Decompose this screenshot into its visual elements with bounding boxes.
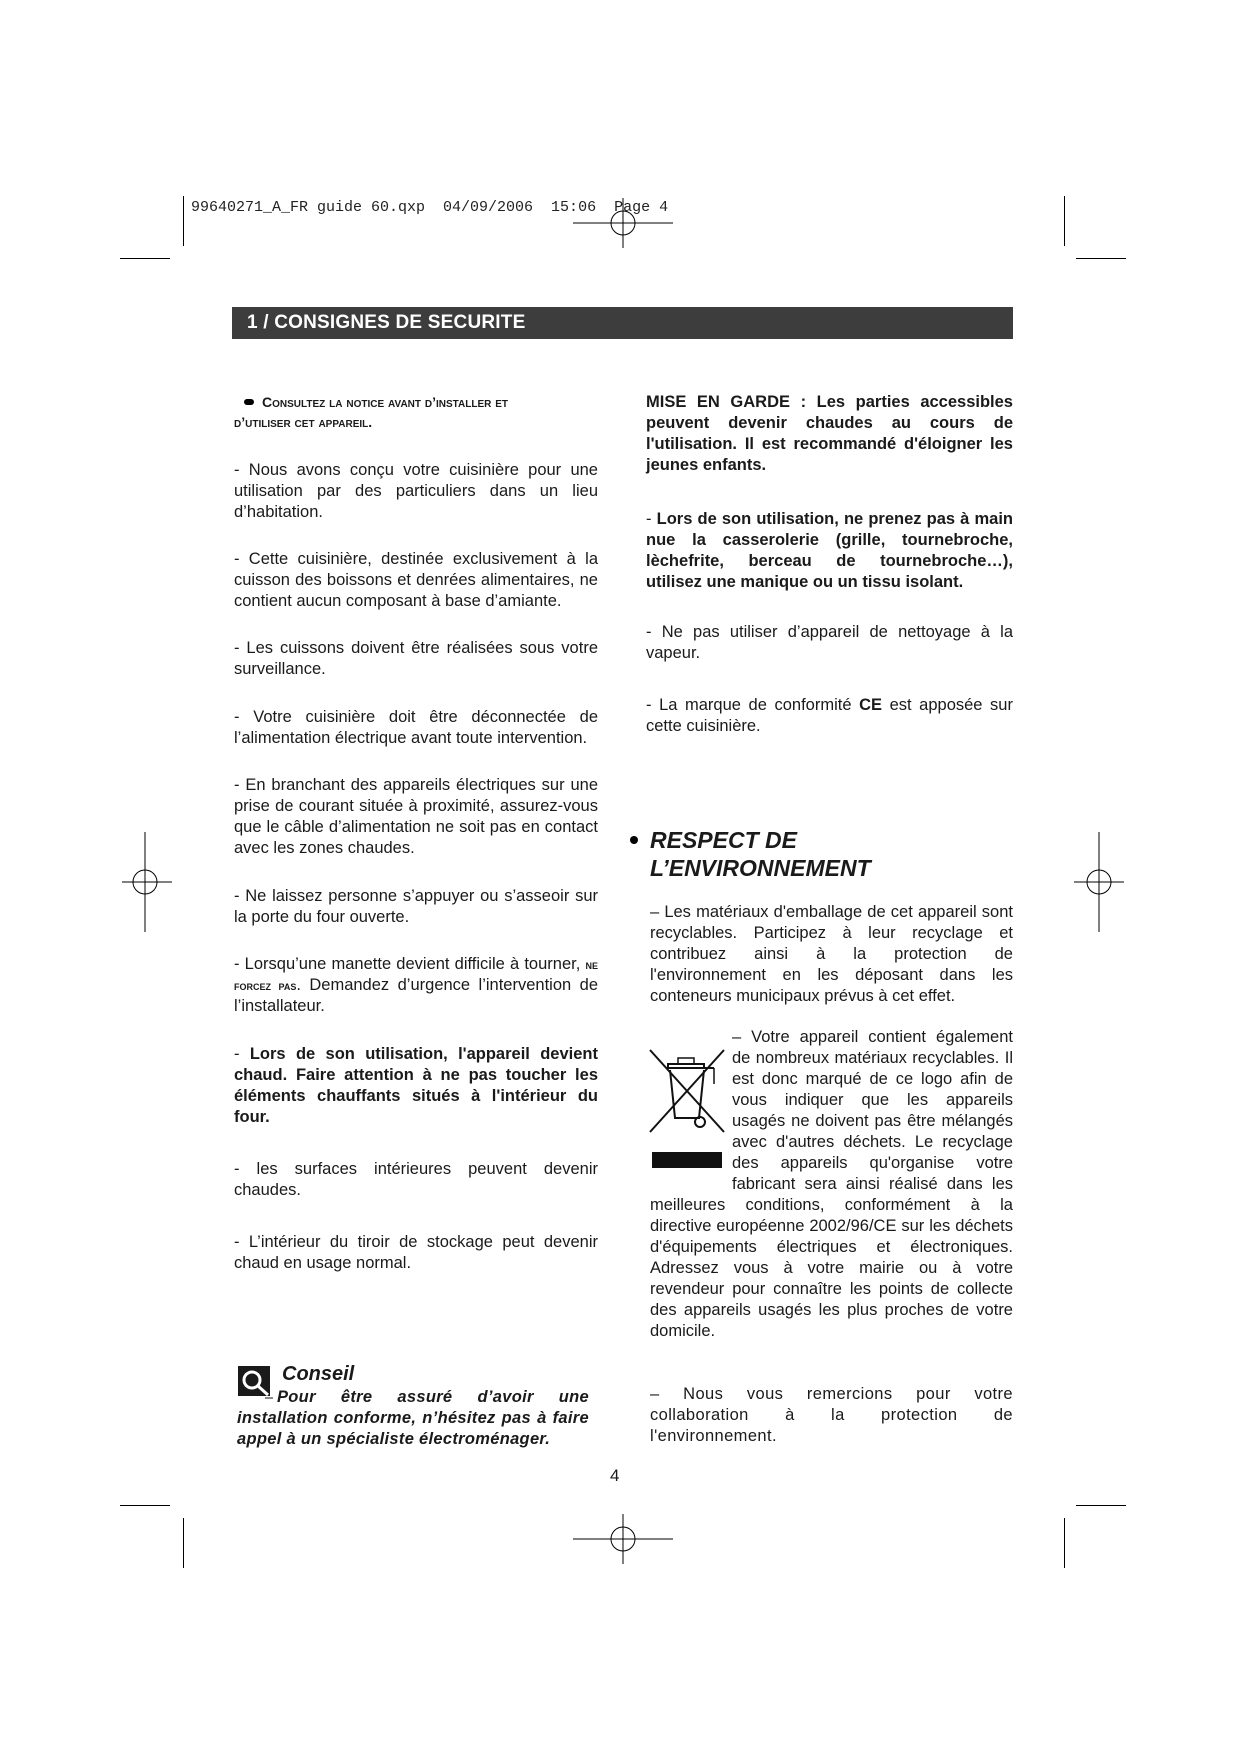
crop-mark <box>1076 1505 1126 1506</box>
registration-mark-bottom <box>570 1512 676 1568</box>
paragraph-door: - Ne laissez personne s’appuyer ou s’asseoir sur la porte du four ouverte. <box>234 887 598 926</box>
crop-mark <box>120 1505 170 1506</box>
paragraph-knob: - Lorsqu’une manette devient difficile à tourner, ne forcez pas. Demandez d’urgence l’intervention de l’installateur. <box>234 955 598 1015</box>
paragraph-asbestos: - Cette cuisinière, destinée exclusivement à la cuisson des boissons et denrées alimentaires, ne contient aucun composant à base d’amiante. <box>234 550 598 610</box>
env-paragraph-weee: – Votre appareil contient également de nombreux matériaux recyclables. Il est donc marqué de ce logo afin de vous indiquer que les appareils usagés ne doivent pas être mélangés avec d'autres déchets. Le recyclage des appareils qu'organise votre fabricant sera ainsi réalisé dans les meilleures conditions, conformément à la directive européenne 2002/96/CE sur les déchets d'équipements électriques et électroniques. Adressez vous à votre mairie ou à votre revendeur pour connaître les points de collecte des appareils usagés les plus proches de votre domicile. <box>650 1028 1013 1340</box>
env-paragraph-thanks: – Nous vous remercions pour votre collaboration à la protection de l'environnement. <box>650 1385 1013 1445</box>
right-column <box>646 392 1013 737</box>
crop-mark <box>1064 196 1065 246</box>
paragraph-cables: - En branchant des appareils électriques sur une prise de courant située à proximité, assurez-vous que le câble d’alimentation ne soit pas en contact avec les zones chaudes. <box>234 776 598 857</box>
paragraph-inner-surfaces: - les surfaces intérieures peuvent devenir chaudes. <box>234 1160 598 1199</box>
crop-mark <box>183 196 184 246</box>
file-slug: 99640271_A_FR guide 60.qxp 04/09/2006 15:06 Page 4 <box>191 199 669 216</box>
section-header <box>232 307 1013 339</box>
paragraph-utensils: - Lors de son utilisation, ne prenez pas à main nue la casserolerie (grille, tournebroche, lèchefrite, berceau de tournebroche…), utilisez une manique ou un tissu isolant. <box>646 510 1013 591</box>
env-paragraph-packaging: – Les matériaux d'emballage de cet appareil sont recyclables. Participez à leur recyclage et contribuez ainsi à la protection de l'environnement en les déposant dans les conteneurs municipaux prévus à cet effet. <box>650 903 1013 1005</box>
crop-mark <box>120 258 170 259</box>
paragraph-drawer: - L’intérieur du tiroir de stockage peut devenir chaud en usage normal. <box>234 1233 598 1272</box>
warning-children: MISE EN GARDE : Les parties accessibles peuvent devenir chaudes au cours de l'utilisation. Il est recommandé d'éloigner les jeunes enfants. <box>646 393 1013 474</box>
do-not-force: ne forcez pas <box>234 957 598 993</box>
section-title: 1 / CONSIGNES DE SECURITE <box>247 312 526 333</box>
consult-notice <box>234 392 598 432</box>
page-number: 4 <box>610 1466 620 1485</box>
conseil-title: Conseil <box>282 1363 355 1385</box>
registration-mark-left <box>120 830 176 936</box>
env-bullet-icon <box>630 836 638 844</box>
ce-mark: CE <box>859 696 882 714</box>
consult-line-1: Consultez la notice avant d’installer et <box>262 394 509 410</box>
paragraph-disconnect: - Votre cuisinière doit être déconnectée de l’alimentation électrique avant toute intervention. <box>234 708 598 747</box>
paragraph-steam: - Ne pas utiliser d’appareil de nettoyage à la vapeur. <box>646 623 1013 662</box>
left-column <box>234 392 598 1274</box>
paragraph-hot-appliance: - Lors de son utilisation, l'appareil devient chaud. Faire attention à ne pas toucher les éléments chauffants situés à l'intérieur du four. <box>234 1045 598 1126</box>
env-title: RESPECT DE L’ENVIRONNEMENT <box>650 827 871 881</box>
conseil-text: Pour être assuré d’avoir une installation conforme, n’hésitez pas à faire appel à un spécialiste électroménager. <box>237 1388 589 1448</box>
paragraph-supervision: - Les cuissons doivent être réalisées sous votre surveillance. <box>234 639 598 678</box>
consult-line-2: d’utiliser cet appareil. <box>234 414 373 430</box>
registration-mark-right <box>1072 830 1128 936</box>
bullet-icon <box>244 399 254 405</box>
paragraph-usage: - Nous avons conçu votre cuisinière pour une utilisation par des particuliers dans un lieu d’habitation. <box>234 461 598 521</box>
paragraph-ce-mark: - La marque de conformité CE est apposée sur cette cuisinière. <box>646 696 1013 735</box>
crop-mark <box>1076 258 1126 259</box>
crop-mark <box>1064 1518 1065 1568</box>
crop-mark <box>183 1518 184 1568</box>
